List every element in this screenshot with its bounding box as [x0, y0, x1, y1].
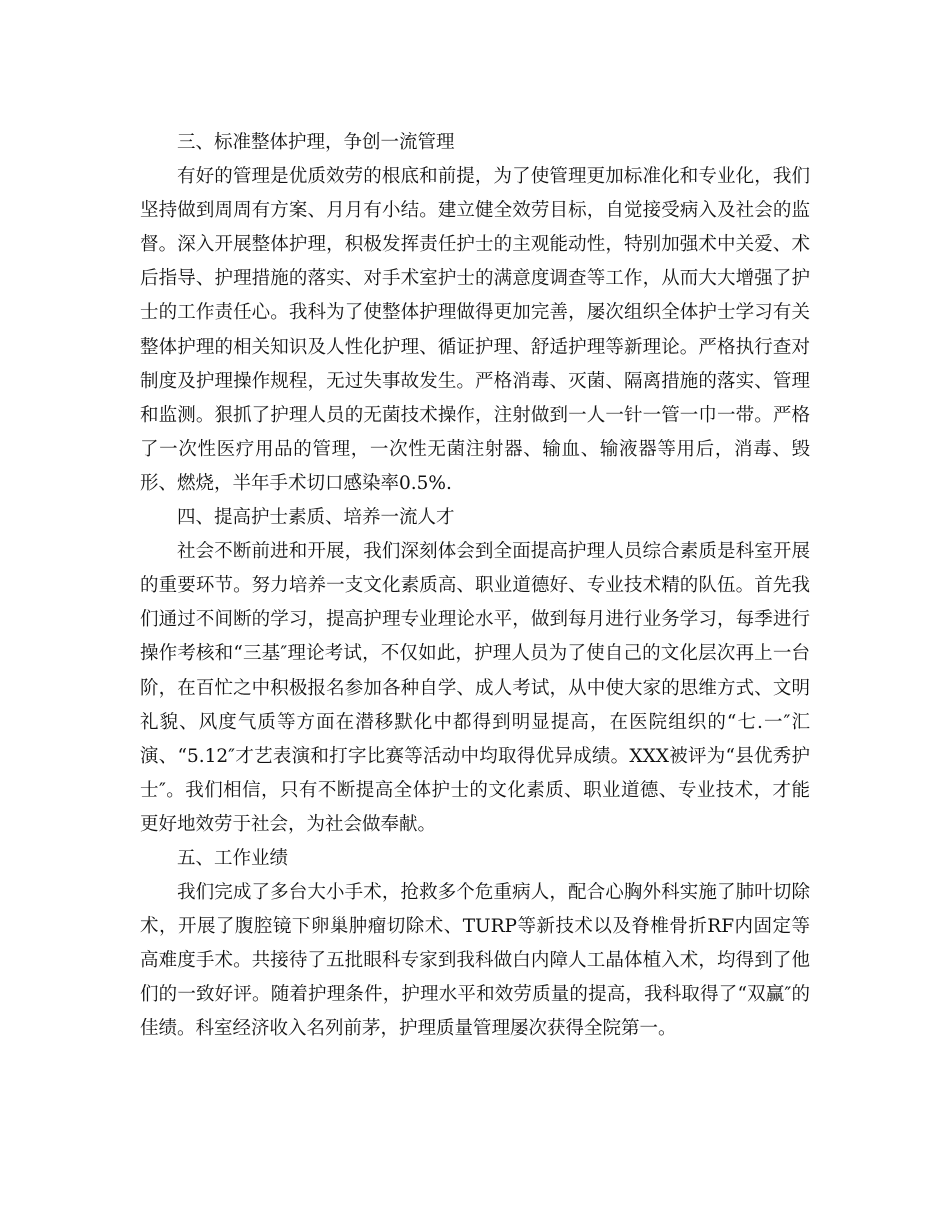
section-paragraph: 社会不断前进和开展，我们深刻体会到全面提高护理人员综合素质是科室开展的重要环节。努力培养一支文化素质高、职业道德好、专业技术精的队伍。首先我们通过不间断的学习，提高护理专业理论水平，做到每月进行业务学习，每季进行操作考核和“三基″理论考试，不仅如此，护理人员为了使自己的文化层次再上一台阶，在百忙之中积极报名参加各种自学、成人考试，从中使大家的思维方式、文明礼貌、风度气质等方面在潜移默化中都得到明显提高，在医院组织的“七.一″汇演、“5.12″才艺表演和打字比赛等活动中均取得优异成绩。XXX被评为“县优秀护士″。我们相信，只有不断提高全体护士的文化素质、职业道德、专业技术，才能更好地效劳于社会，为社会做奉献。 — [140, 541, 810, 835]
section-heading: 四、提高护士素质、培养一流人才 — [177, 507, 455, 529]
section-paragraph: 有好的管理是优质效劳的根底和前提，为了使管理更加标准化和专业化，我们坚持做到周周有方案、月月有小结。建立健全效劳目标，自觉接受病入及社会的监督。深入开展整体护理，积极发挥责任护士的主观能动性，特别加强术中关爱、术后指导、护理措施的落实、对手术室护士的满意度调查等工作，从而大大增强了护士的工作责任心。我科为了使整体护理做得更加完善，屡次组织全体护士学习有关整体护理的相关知识及人性化护理、循证护理、舒适护理等新理论。严格执行查对制度及护理操作规程，无过失事故发生。严格消毒、灭菌、隔离措施的落实、管理和监测。狠抓了护理人员的无菌技术操作，注射做到一人一针一管一巾一带。严格了一次性医疗用品的管理，一次性无菌注射器、输血、输液器等用后，消毒、毁形、燃烧，半年手术切口感染率0.5%. — [140, 166, 810, 494]
section-work-achievements — [140, 842, 810, 1047]
document-page — [140, 126, 810, 1047]
section-heading: 三、标准整体护理，争创一流管理 — [177, 132, 455, 153]
section-paragraph: 我们完成了多台大小手术，抢救多个危重病人，配合心胸外科实施了肺叶切除术，开展了腹腔镜下卵巢肿瘤切除术、TURP等新技术以及脊椎骨折RF内固定等高难度手术。共接待了五批眼科专家到我科做白内障人工晶体植入术，均得到了他们的一致好评。随着护理条件，护理水平和效劳质量的提高，我科取得了“双赢″的佳绩。科室经济收入名列前茅，护理质量管理屡次获得全院第一。 — [140, 882, 810, 1040]
section-nurse-quality — [140, 501, 810, 842]
section-heading: 五、工作业绩 — [177, 847, 289, 869]
section-standard-nursing — [140, 126, 810, 501]
